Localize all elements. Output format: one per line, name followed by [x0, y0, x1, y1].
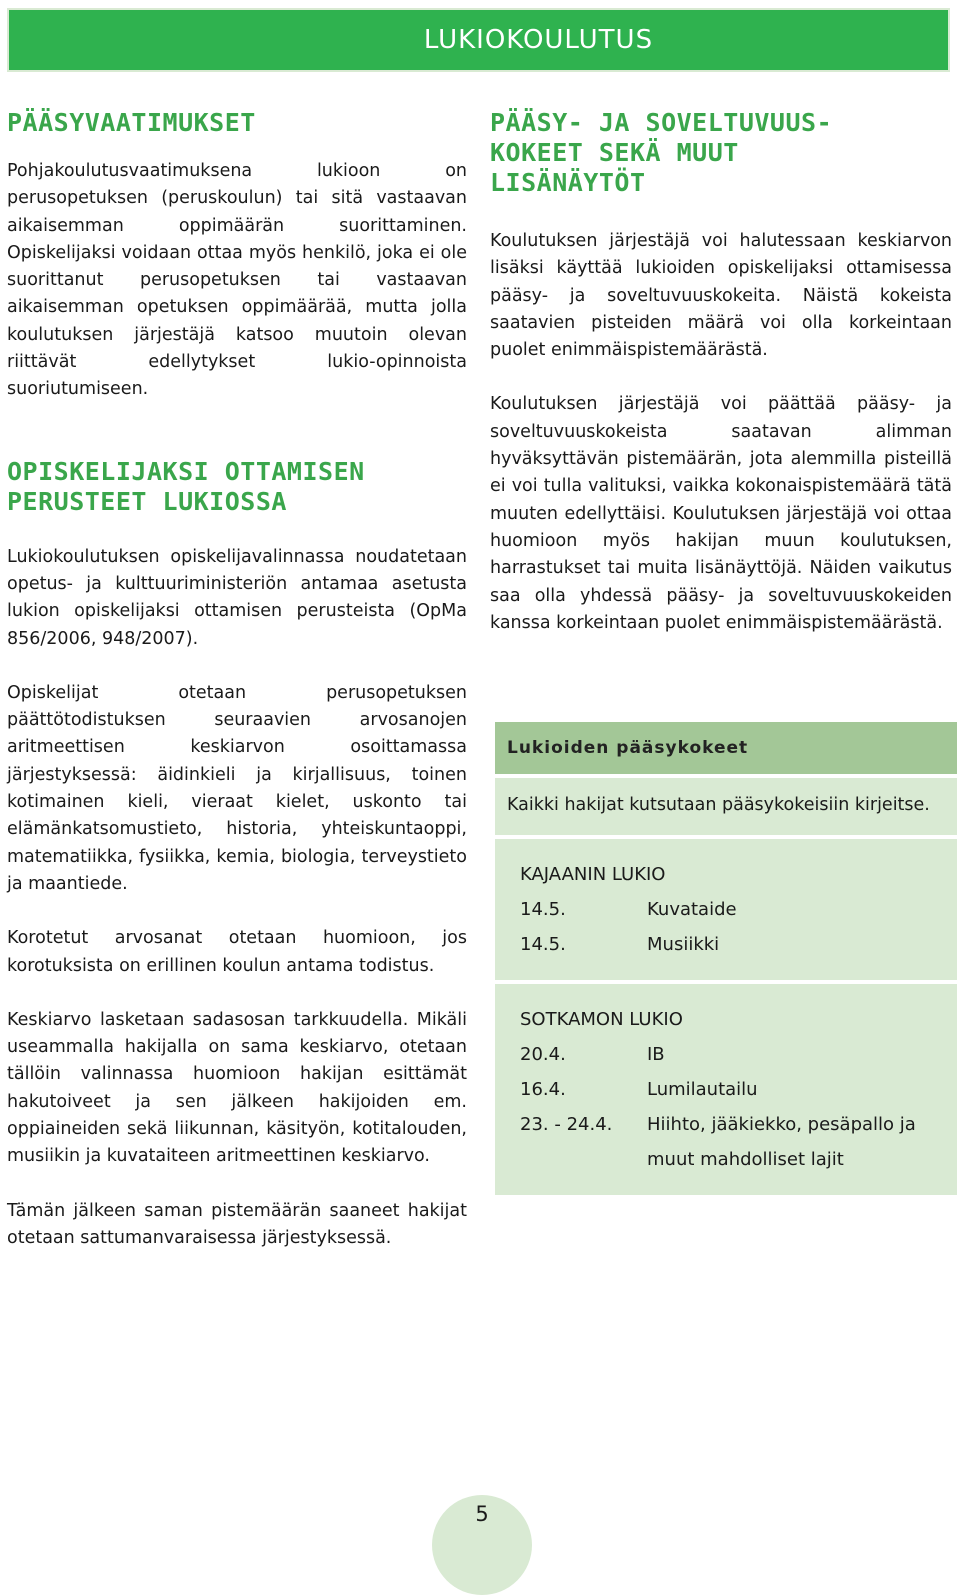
- exam-name: Lumilautailu: [647, 1079, 758, 1100]
- paragraph-random-order: Tämän jälkeen saman pistemäärän saaneet hakijat otetaan sattumanvaraisessa järjestyksessä.: [7, 1200, 467, 1248]
- exam-date: 14.5.: [520, 899, 566, 920]
- paragraph-tie-break: Keskiarvo lasketaan sadasosan tarkkuudella. Mikäli useammalla hakijalla on sama keskiarvo, otetaan tällöin valinnassa huomioon hakijan esittämät hakutoiveet ja sen jälkeen hakijoiden em. oppiaineiden sekä liikunnan, käsityön, kotitalouden, musiikin ja kuvataiteen aritmeettinen keskiarvo.: [7, 1009, 467, 1167]
- paragraph-minimum-score: Koulutuksen järjestäjä voi päättää pääsy- ja soveltuvuuskokeista saatavan alimman hyväksyttävän pistemäärän, jota alemmilla pisteillä ei voi tulla valituksi, vaikka kokonaispistemäärä tätä muuten edellyttäisi. Koulutuksen järjestäjä voi ottaa huomioon myös hakijan muun koulutuksen, harrastukset tai muita lisänäyttöjä. Näiden vaikutus saa olla yhdessä pääsy- ja soveltuvuuskokeiden kanssa korkeintaan puolet enimmäispistemäärästä.: [490, 394, 952, 633]
- paragraph-selection-decree: Lukiokoulutuksen opiskelijavalinnassa noudatetaan opetus- ja kulttuuriministeriön antamaa asetusta lukion opiskelijaksi ottamisen perusteista (OpMa 856/2006, 948/2007).: [7, 546, 467, 649]
- exam-row: [520, 892, 945, 927]
- school-sotkamo: [495, 984, 957, 1195]
- school-name: KAJAANIN LUKIO: [520, 864, 666, 885]
- heading-entrance-exams: [490, 108, 952, 198]
- school-kajaani: [495, 839, 957, 980]
- exam-name: IB: [647, 1044, 665, 1065]
- exam-name: Kuvataide: [647, 899, 737, 920]
- box-header: Lukioiden pääsykokeet: [495, 722, 957, 774]
- page-number: 5: [475, 1502, 489, 1526]
- entrance-exam-box: [495, 722, 957, 1195]
- exam-date: 16.4.: [520, 1079, 566, 1100]
- exam-date: 20.4.: [520, 1044, 566, 1065]
- exam-row: [520, 1107, 945, 1177]
- heading-entrance-exams-line3: LISÄNÄYTÖT: [490, 168, 646, 197]
- paragraph-grade-average: Opiskelijat otetaan perusopetuksen päättötodistuksen seuraavien arvosanojen aritmeettisen keskiarvon osoittamassa järjestyksessä: äidinkieli ja kirjallisuus, toinen kotimainen kieli, vieraat kielet, uskonto tai elämänkatsomustieto, historia, yhteiskuntaoppi, matematiikka, fysiikka, kemia, biologia, terveystieto ja maantiede.: [7, 682, 467, 894]
- right-column: [490, 108, 952, 637]
- heading-selection-criteria-line1: OPISKELIJAKSI OTTAMISEN: [7, 456, 365, 486]
- heading-selection-criteria: [7, 457, 467, 517]
- school-name: SOTKAMON LUKIO: [520, 1009, 683, 1030]
- exam-date: 14.5.: [520, 934, 566, 955]
- heading-entrance-exams-line2: KOKEET SEKÄ MUUT: [490, 138, 739, 167]
- paragraph-raised-grades: Korotetut arvosanat otetaan huomioon, jos korotuksista on erillinen koulun antama todistus.: [7, 928, 467, 976]
- exam-row: [520, 1037, 945, 1072]
- exam-name: Musiikki: [647, 934, 720, 955]
- left-column: [7, 108, 467, 1252]
- paragraph-admission-requirements: Pohjakoulutusvaatimuksena lukioon on perusopetuksen (peruskoulun) tai sitä vastaavan aikaisemman oppimäärän suorittaminen. Opiskelijaksi voidaan ottaa myös henkilö, joka ei ole suorittanut perusopetuksen tai vastaavan aikaisemman opetuksen oppimäärää, mutta jolla koulutuksen järjestäjä katsoo muutoin olevan riittävät edellytykset lukio-opinnoista suoriutumiseen.: [7, 161, 467, 400]
- exam-date: 23. - 24.4.: [520, 1114, 613, 1135]
- paragraph-entrance-exams: Koulutuksen järjestäjä voi halutessaan keskiarvon lisäksi käyttää lukioiden opiskelijaksi ottamisessa pääsy- ja soveltuvuuskokeita. Näistä kokeista saatavien pisteiden määrä voi olla korkeintaan puolet enimmäispistemäärästä.: [490, 231, 952, 361]
- exam-name: Hiihto, jääkiekko, pesäpallo ja muut mahdolliset lajit: [647, 1114, 916, 1170]
- heading-admission-requirements: PÄÄSYVAATIMUKSET: [7, 108, 256, 137]
- heading-entrance-exams-line1: PÄÄSY- JA SOVELTUVUUS-: [490, 108, 833, 137]
- box-intro: Kaikki hakijat kutsutaan pääsykokeisiin kirjeitse.: [495, 778, 957, 835]
- exam-row: [520, 927, 945, 962]
- page-title: LUKIOKOULUTUS: [423, 25, 654, 55]
- exam-row: [520, 1072, 945, 1107]
- title-banner: [7, 8, 950, 72]
- heading-selection-criteria-line2: PERUSTEET LUKIOSSA: [7, 486, 287, 516]
- page-number-badge: [432, 1495, 532, 1595]
